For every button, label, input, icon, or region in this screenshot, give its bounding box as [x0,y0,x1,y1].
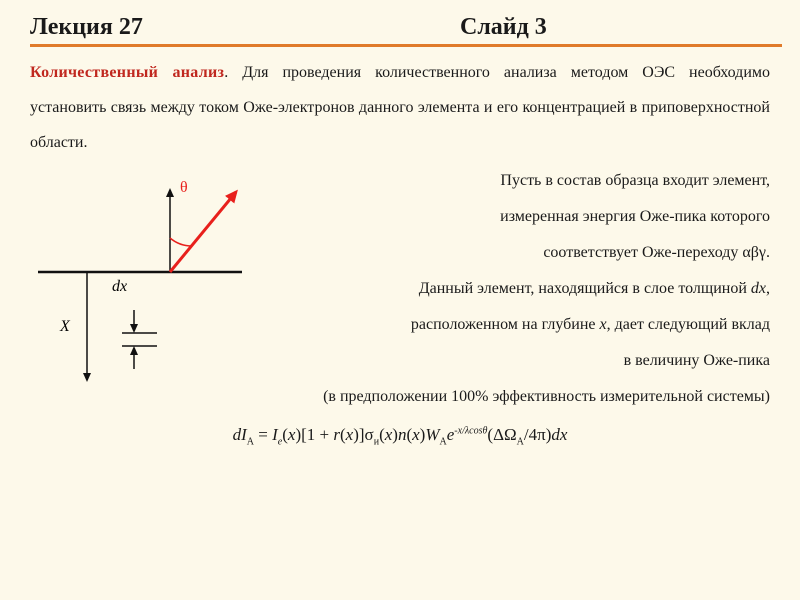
formula-part: )[1 + [295,425,334,444]
formula-part: dI [232,425,247,444]
body-line-4-var: dx [750,280,766,297]
formula-part: ( [379,425,385,444]
formula-part: /4π) [523,425,552,444]
formula-sub: и [373,436,380,448]
formula-part: ( [339,425,346,444]
formula-sub: e [277,436,283,448]
dx-label: dx [112,278,128,295]
slide-header [30,14,770,46]
formula-part: )]σ [353,425,374,444]
body-line-7: (в предположении 100% эффективность измерительной системы) [323,388,770,405]
formula-part: e [446,425,455,444]
body-line-1: Пусть в состав образца входит элемент, [500,172,770,189]
body-line-4-end: , [766,280,770,297]
body-line-2: измеренная энергия Оже-пика которого [500,208,770,225]
formula-part: dx [551,425,568,444]
slide-number: Слайд 3 [460,14,547,40]
body-line-5-text: расположенном на глубине [410,316,600,333]
formula-part: ( [282,425,288,444]
formula-sub: A [246,436,254,448]
body-line-3: соответствует Оже-переходу αβγ. [543,244,770,261]
formula-sub: A [516,436,524,448]
formula-part: (ΔΩ [487,425,517,444]
intro-term: Количественный анализ [30,64,225,81]
body-line-5-end: , дает следующий вклад [606,316,770,333]
intro-paragraph [30,55,770,160]
auger-intensity-formula [0,425,800,447]
formula-sup: -x/λcosθ [454,425,488,437]
formula-part: ) [392,425,398,444]
formula-part: n [397,425,407,444]
theta-label: θ [180,179,188,196]
formula-sub: A [439,436,447,448]
body-line-4-text: Данный элемент, находящийся в слое толщиной [418,280,751,297]
intro-text: . Для проведения количественного анализа методом ОЭС необходимо установить связь между током Оже-электронов данного элемента и его концентрацией в приповерхностной области. [30,64,771,151]
formula-part: I [272,425,278,444]
formula-part: W [425,425,440,444]
formula-part: x [287,425,296,444]
body-line-4 [180,271,770,307]
body-line-5 [180,307,770,343]
formula-part: x [412,425,420,444]
formula-part: ) [419,425,426,444]
description-lines [180,163,770,415]
lecture-title: Лекция 27 [30,14,143,40]
formula-part: r [333,425,340,444]
body-line-6: в величину Оже-пика [623,352,770,369]
formula-part: ( [406,425,413,444]
body-line-5-var: x [599,316,607,333]
formula-part: = [254,425,273,444]
formula-part: x [384,425,393,444]
x-axis-label: X [60,318,70,335]
formula-part: x [345,425,354,444]
header-divider [30,44,782,47]
